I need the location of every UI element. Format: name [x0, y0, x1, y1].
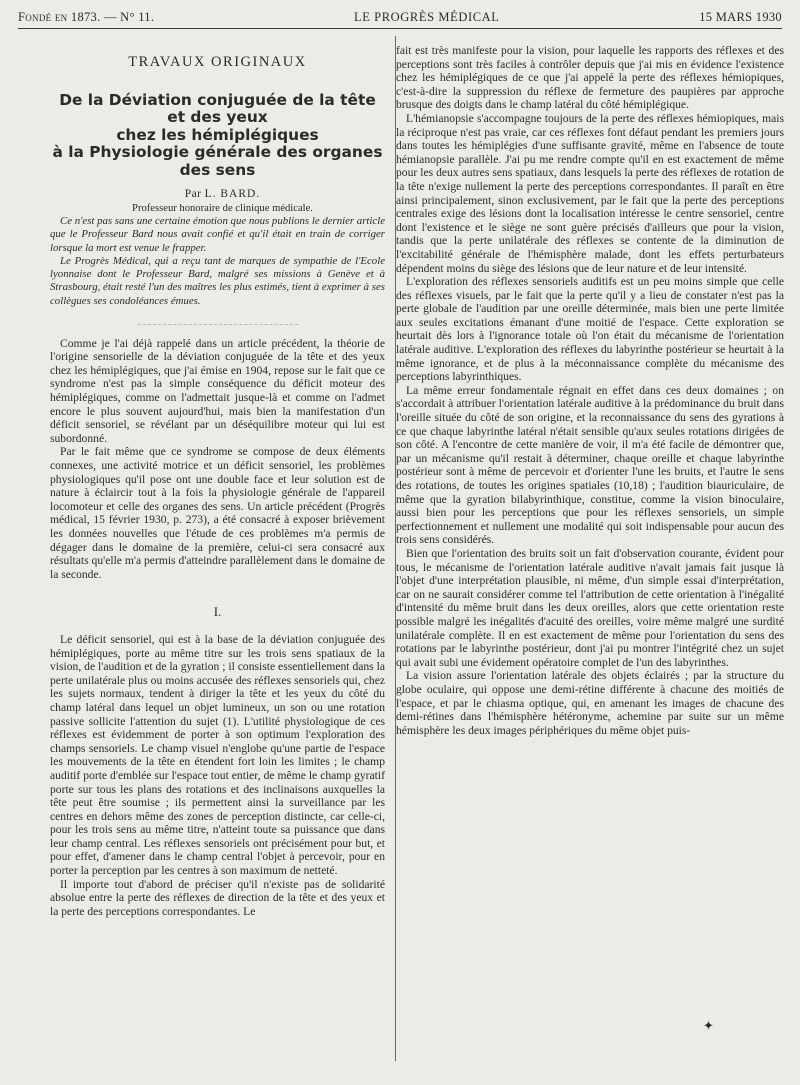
journal-title: LE PROGRÈS MÉDICAL [353, 10, 500, 24]
byline [50, 188, 385, 202]
end-ornament: ✦ [703, 1018, 714, 1033]
title-line: De la Déviation conjuguée de la tête [59, 90, 376, 109]
body-paragraph: fait est très manifeste pour la vision, pour laquelle les rapports des réflexes et des perceptions sont très faciles à contrôler depuis que j'ai mis en évidence l'existence chez les hémiplégiques de ce que j'ai appelé la perte des réflexes hémiopiques, c'est-à-dire la suppression du réflexe de fermeture des paupières par approche brusque des doigts dans le champ latéral du côté hémiplégique. [396, 44, 784, 112]
editorial-paragraph: Le Progrès Médical, qui a reçu tant de marques de sympathie de l'Ecole lyonnaise dont le Professeur Bard, malgré ses missions à Genève et à Strasbourg, était resté l'un des maîtres les plus estimés, tient à exprimer à ses collègues ses condoléances émues. [50, 254, 385, 307]
title-line: à la Physiologie générale des organes [52, 143, 383, 162]
body-paragraph: Le déficit sensoriel, qui est à la base de la déviation conjuguée des hémiplégiques, porte au même titre sur les trois sens spatiaux de la vision, de l'audition et de la gyration ; il consiste essentiellement dans la perte unilatérale plus ou moins accusée des réflexes sensoriels qui, chez les sujets normaux, tendent à diriger la tête et les yeux du côté du champ latéral dans lequel un objet lumineux, un son ou une rotation passive sollicite l'attention du sujet (1). L'utilité physiologique de ces réflexes est évidemment de porter à son optimum l'exploration des champs sensoriels. Le champ visuel n'englobe qu'une partie de l'espace les mouvements de la tête en étendent fort loin les limites ; le champ auditif porte d'emblée sur l'espace tout entier, de même le champ gyratif porte sur tous les plans des rotations et des inclinaisons auxquelles la tête peut être soumise ; ils permettent ainsi la surveillance par les centres en dehors même des zones de perception distincte, car celle-ci, pour les trois sens au même titre, n'atteint toute sa puissance que dans leur champ central. Les réflexes sensoriels ont précisément pour but, et pour effet, d'amener dans le champ central l'objet à percevoir, pour en porter la perception par les centres à son maximum de netteté. [50, 632, 385, 878]
byline-prefix: Par [184, 188, 202, 201]
body-paragraph: L'exploration des réflexes sensoriels auditifs est un peu moins simple que celle des réflexes visuels, par le fait que la perte qu'il y a lieu de constater n'est pas la perte globale de l'audition par une oreille déterminée, mais bien une perte limitée aux seules excitations émanant d'une moitié de l'espace. Cette exploration se heurtait dès lors à l'ignorance totale où l'on était du mécanisme de l'orientation latérale auditive. L'exploration des réflexes du labyrinthe postérieur se heurtait à la même ignorance, et de plus à la méconnaissance complète du mécanisme des perceptions labyrinthiques. [396, 275, 784, 384]
title-line: et des yeux [167, 108, 268, 127]
header-rule [18, 28, 782, 29]
part-heading: I. [213, 604, 222, 620]
running-head [18, 10, 782, 25]
issue-date: 15 MARS 1930 [699, 10, 782, 24]
body-paragraph: Par le fait même que ce syndrome se compose de deux éléments connexes, une activité motrice et un déficit sensoriel, les problèmes physiologiques qu'il pose ont une double face et leur solution est de nature à éclaircir tout à la fois la physiologie générale de l'appareil locomoteur et celle des organes des sens. Un article précédent (Progrès médical, 15 février 1930, p. 273), a été consacré à exposer brièvement les données nouvelles que l'étude de ces problèmes m'a permis de dégager dans le domaine de la première, celui-ci sera consacré aux résultats qu'elle m'a permis d'atteindre parallèlement dans le domaine de la seconde. [50, 445, 385, 581]
section-divider [138, 324, 298, 325]
editorial-note [50, 215, 385, 307]
author-name: L. BARD. [204, 188, 261, 201]
body-paragraph: La même erreur fondamentale régnait en effet dans ces deux domaines ; on s'accordait à attribuer l'orientation latérale auditive à la prédominance du bruit dans l'oreille située du côté de son origine, et la reconnaissance du sens des gyrations à ce que chaque labyrinthe latéral n'était sensible qu'aux seules rotations dirigées de son côté. A l'encontre de cette manière de voir, il m'a été facile de démontrer que, par un mécanisme qu'il restait à déterminer, chaque oreille et chaque labyrinthe postérieur sont à même de percevoir et d'orienter l'une les bruits, et l'autre le sens des rotations, de toutes les origines spatiales (10,18) ; l'audition biauriculaire, de même que la gyration bilabyrinthique, constitue, comme la vision binoculaire, aussi bien pour les perceptions que pour les réflexes sensoriels, un simple perfectionnement et nullement une modalité qui soit indispensable pour aucun des trois sens considérés. [396, 383, 784, 547]
left-column [50, 56, 385, 918]
body-paragraph: La vision assure l'orientation latérale des objets éclairés ; par la structure du globe oculaire, qui oppose une demi-rétine différente à chacune des moitiés de l'espace, et par le chiasma optique, qui, en amenant les images de chacune des demi-rétines dans l'hémisphère hétéronyme, achemine par suite sur un même hémisphère les deux images périphériques du même objet puis- [396, 669, 784, 737]
right-column [396, 44, 784, 737]
issue-info: Fondé en 1873. — N° 11. [18, 10, 155, 24]
title-line: des sens [179, 160, 256, 179]
body-paragraph: L'hémianopsie s'accompagne toujours de la perte des réflexes hémiopiques, mais la réciproque n'est pas vraie, car ces réflexes font défaut pendant les premiers jours dans toutes les hémiplégies d'une suffisante gravité, même en l'absence de toute hémianopsie parallèle. J'ai pu me rendre compte qu'il en est exactement de même pour les deux autres sens spatiaux, dans lesquels la perte des réflexes de rotation de la tête n'exige nullement la perte des perceptions correspondantes. Il paraît en être ainsi principalement, sinon exclusivement, par le fait que la perte des perceptions centrales exige des lésions dont la localisation intéresse le centre sensoriel, centre dont l'existence et le siège ne sont guère précisés d'ailleurs que pour la vision, tandis que la perte unilatérale des réflexes se contente de la diminution de l'excitabilité générale de l'hémisphère malade, dont les effets perturbateurs dépendent moins du siège des lésions que de leur nature et de leur intensité. [396, 111, 784, 275]
editorial-paragraph: Ce n'est pas sans une certaine émotion que nous publions le dernier article que le Professeur Bard nous avait confié et qu'il était en train de corriger lorsque la mort est venue le frapper. [50, 215, 385, 254]
body-paragraph: Bien que l'orientation des bruits soit un fait d'observation courante, évident pour tous, le mécanisme de l'orientation latérale auditive n'avait jamais fait jusque là l'objet d'une interprétation plausible, ni même, d'un simple essai d'interprétation, car on ne saurait considérer comme tel l'attribution de cette orientation à l'inégalité d'intensité du même bruit dans les deux oreilles, alors que cette orientation reste possible malgré les inégalités d'acuité des oreilles, voire même malgré une surdité unilatérale complète. Il en est exactement de même pour l'orientation du sens des rotations par le labyrinthe postérieur, dont j'ai pu montrer l'intégrité chez un sujet qui avait subi une évidement opératoire complet de l'un des labyrinthes. [396, 546, 784, 669]
article-title [50, 92, 385, 180]
body-paragraph: Comme je l'ai déjà rappelé dans un article précédent, la théorie de l'origine sensorielle de la déviation conjuguée de la tête et des yeux chez les hémiplégiques, que j'ai émise en 1904, repose sur le fait que ce syndrome n'est pas la simple conséquence du déficit moteur des hémiplégiques, comme on l'admettait jusque-là et comme on l'admet encore le plus souvent aujourd'hui, mais bien la manifestation d'un déficit sensoriel, se révélant par un déséquilibre moteur qui lui est subordonné. [50, 336, 385, 445]
body-paragraph: Il importe tout d'abord de préciser qu'il n'existe pas de solidarité absolue entre la perte des réflexes de direction de la tête et des yeux et la perte des perceptions correspondantes. Le [50, 877, 385, 918]
author-affiliation: Professeur honoraire de clinique médicale. [132, 202, 313, 214]
title-line: chez les hémiplégiques [116, 125, 319, 144]
section-label: TRAVAUX ORIGINAUX [128, 54, 307, 70]
